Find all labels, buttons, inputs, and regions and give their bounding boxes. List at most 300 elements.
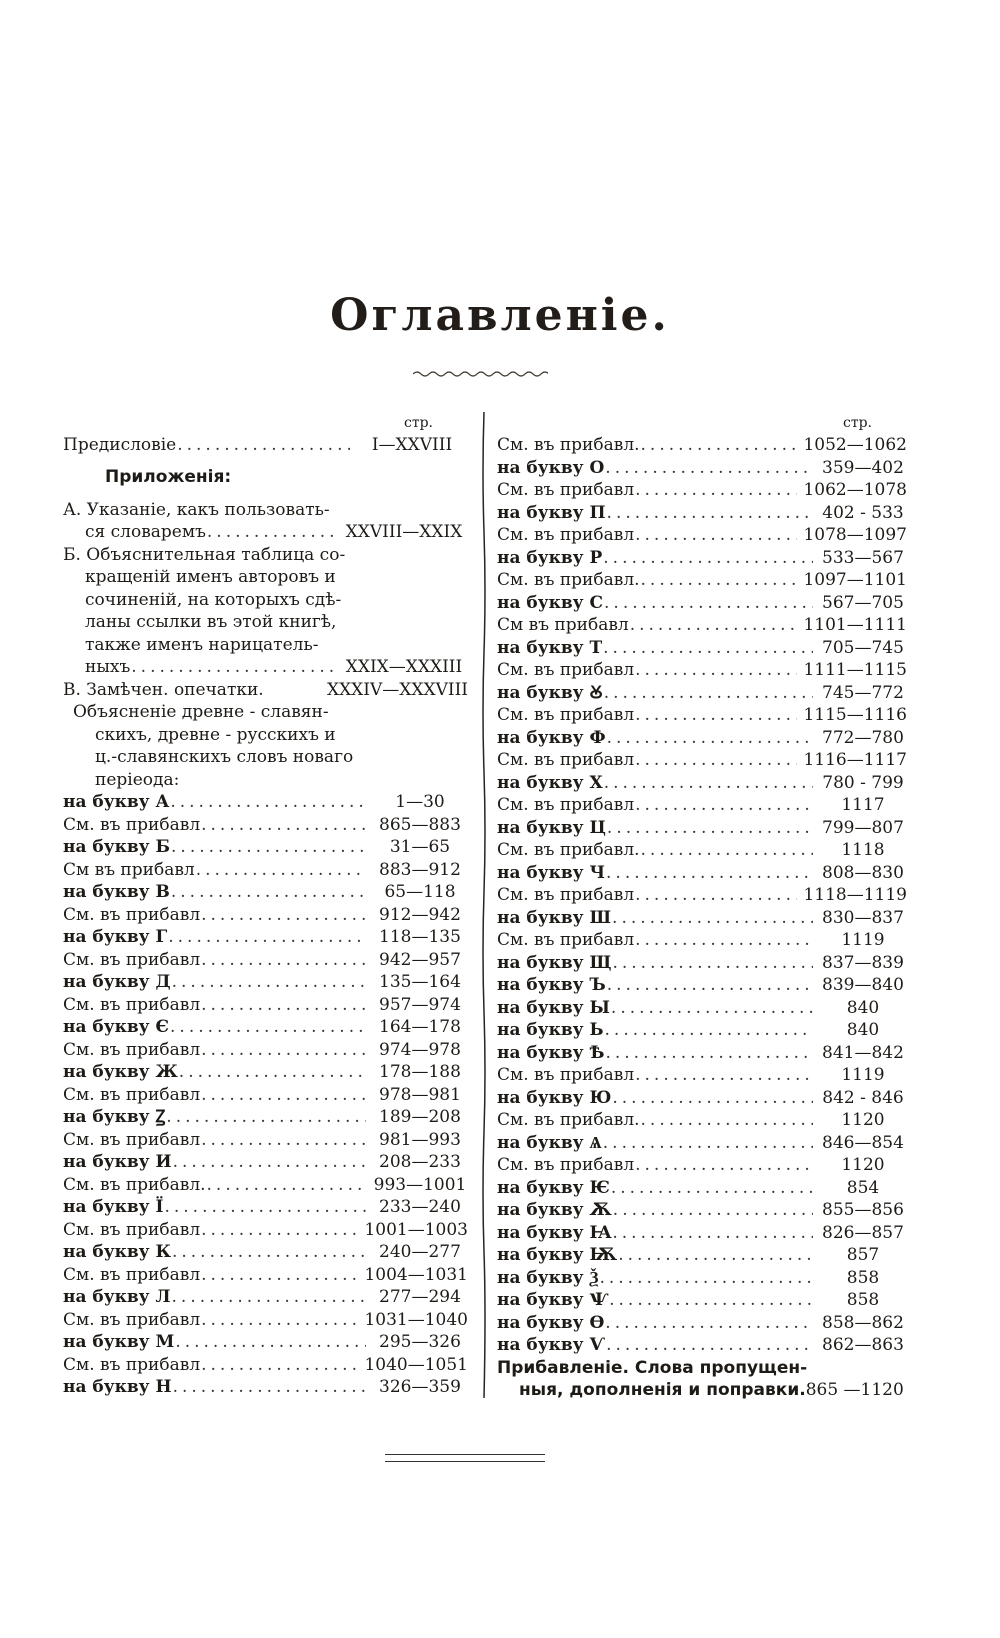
toc-entry[interactable] [63, 1309, 468, 1332]
toc-entry-supplement[interactable] [497, 1357, 907, 1402]
entry-label: на букву Ѳ [497, 1312, 605, 1333]
entry-label: См. въ прибавл [63, 1264, 201, 1285]
leader-dots [171, 881, 366, 904]
entry-pages: 865—883 [379, 814, 461, 835]
entry-pages: 855—856 [822, 1200, 904, 1220]
entry-label: на букву Ѭ [497, 1245, 618, 1265]
entry-pages: 533—567 [822, 547, 904, 568]
toc-entry[interactable] [497, 637, 907, 660]
leader-dots [635, 749, 797, 772]
entry-pages: 277—294 [379, 1287, 461, 1307]
entry-pages: 1119 [841, 1065, 885, 1085]
toc-entry[interactable] [63, 881, 468, 904]
entry-text-line: Прибавленіе. Слова пропущен- [497, 1357, 808, 1378]
leader-dots [607, 727, 813, 750]
toc-entry[interactable] [497, 1109, 907, 1132]
toc-entry[interactable] [63, 1354, 468, 1377]
entry-label: ныя, дополненія и поправки. [519, 1380, 806, 1400]
entry-label: См. въ прибавл [497, 525, 635, 545]
entry-pages: 240—277 [379, 1242, 461, 1262]
leader-dots [168, 926, 366, 949]
toc-entry[interactable] [63, 1196, 468, 1219]
entry-label: См. въ прибавл [497, 885, 635, 905]
entry-label: на букву Ѵ [497, 1335, 606, 1355]
left-entry-list [63, 791, 468, 1399]
page-column-header: стр. [843, 415, 872, 431]
leader-dots [170, 791, 366, 814]
toc-entry[interactable] [63, 994, 468, 1017]
leader-dots [609, 1289, 813, 1312]
toc-entry[interactable] [497, 1087, 907, 1110]
leader-dots [201, 904, 366, 927]
entry-text-line: Б. Объяснительная таблица со- [63, 544, 346, 565]
leader-dots [605, 1042, 813, 1065]
entry-label: См. въ прибавл. [497, 435, 640, 455]
entry-label: См въ прибавл [497, 615, 629, 635]
entry-pages: 1120 [841, 1110, 885, 1130]
leader-dots [635, 884, 797, 907]
leader-dots [173, 1151, 366, 1174]
toc-entry[interactable] [63, 1016, 468, 1039]
leader-dots [604, 682, 813, 705]
toc-entry[interactable] [497, 1222, 907, 1245]
entry-pages: 854 [846, 1177, 880, 1198]
entry-pages: 1120 [841, 1155, 885, 1175]
toc-entry[interactable] [497, 907, 907, 930]
leader-dots [201, 1309, 358, 1332]
entry-pages: 1117 [841, 795, 885, 815]
entry-label: на букву Ь [497, 1020, 604, 1040]
toc-entry[interactable] [497, 704, 907, 727]
leader-dots [131, 656, 334, 679]
leader-dots [173, 1376, 366, 1399]
entry-pages: 808—830 [822, 862, 904, 883]
entry-label: См. въ прибавл. [497, 570, 640, 590]
entry-label: на букву И [63, 1152, 172, 1172]
entry-pages: 837—839 [822, 952, 904, 973]
toc-entry[interactable] [63, 904, 468, 927]
entry-pages: 772—780 [822, 727, 904, 748]
leader-dots [201, 1084, 366, 1107]
entry-pages: 957—974 [379, 994, 461, 1015]
entry-pages: 326—359 [379, 1377, 461, 1397]
toc-entry[interactable] [497, 1177, 907, 1200]
toc-entry[interactable] [63, 949, 468, 972]
entry-label: на букву Ш [497, 907, 612, 928]
toc-entry[interactable] [497, 614, 907, 637]
entry-pages: 1111—1115 [803, 660, 907, 680]
toc-entry[interactable] [497, 1267, 907, 1290]
entry-label: ныхъ [85, 657, 131, 677]
toc-entry[interactable] [63, 1061, 468, 1084]
page-title: Оглавленіе. [330, 290, 670, 341]
leader-dots [611, 997, 813, 1020]
toc-entry-preface[interactable] [63, 434, 468, 457]
entry-label: на букву Ꙗ [497, 1222, 612, 1243]
leader-dots [613, 1199, 813, 1222]
entry-pages: 1040—1051 [364, 1354, 468, 1375]
entry-label: на букву Ѱ [497, 1290, 609, 1310]
leader-dots [201, 994, 366, 1017]
entry-pages: 840 [846, 997, 880, 1018]
leader-dots [207, 1174, 366, 1197]
toc-entry[interactable] [497, 1132, 907, 1155]
entry-label: на букву Ꙁ [63, 1107, 166, 1127]
toc-entry[interactable] [497, 929, 907, 952]
entry-label: См. въ прибавл [63, 1084, 201, 1105]
entry-pages: 942—957 [379, 949, 461, 970]
entry-pages: 858 [846, 1267, 880, 1288]
entry-label: на букву Г [63, 927, 168, 947]
entry-label: на букву Ї [63, 1197, 164, 1217]
toc-entry[interactable] [63, 1331, 468, 1354]
entry-label: на букву П [497, 502, 606, 523]
toc-entry[interactable] [497, 749, 907, 772]
entry-label: на букву С [497, 592, 604, 613]
leader-dots [605, 1019, 813, 1042]
leader-dots [201, 1219, 358, 1242]
explanation-block [63, 701, 468, 791]
toc-entry[interactable] [63, 1219, 468, 1242]
toc-entry[interactable] [497, 839, 907, 862]
toc-entry[interactable] [497, 794, 907, 817]
entry-pages: 1118—1119 [803, 885, 907, 905]
entry-label: См. въ прибавл [63, 1129, 201, 1150]
toc-entry[interactable] [497, 434, 907, 457]
leader-dots [201, 949, 366, 972]
toc-entry[interactable] [63, 836, 468, 859]
toc-entry[interactable] [63, 1286, 468, 1309]
entry-pages: 1119 [841, 930, 885, 950]
leader-dots [170, 1016, 366, 1039]
entry-label: См. въ прибавл [63, 1354, 201, 1375]
entry-pages: 912—942 [379, 904, 461, 925]
entry-label: на букву К [63, 1242, 171, 1262]
toc-entry[interactable] [497, 1334, 907, 1357]
entry-label: См. въ прибавл [497, 705, 635, 725]
toc-entry[interactable] [63, 1039, 468, 1062]
entry-label: на букву Ѯ [497, 1267, 599, 1288]
leader-dots [635, 929, 813, 952]
toc-entry[interactable] [497, 997, 907, 1020]
toc-entry-appendix-v[interactable] [63, 679, 468, 702]
entry-label: на букву Б [63, 837, 171, 857]
leader-dots [630, 614, 798, 637]
page-column-header: стр. [404, 415, 433, 431]
entry-pages: 233—240 [379, 1197, 461, 1217]
entry-pages: 65—118 [384, 882, 456, 902]
entry-pages: 1031—1040 [364, 1309, 468, 1330]
entry-label: на букву Х [497, 772, 603, 793]
entry-pages: 1097—1101 [803, 570, 907, 590]
entry-pages: 842 - 846 [822, 1087, 904, 1108]
leader-dots [641, 569, 798, 592]
leader-dots [618, 1244, 813, 1267]
toc-entry-appendix-a[interactable] [63, 499, 468, 544]
entry-pages: 981—993 [379, 1129, 461, 1150]
toc-entry-appendix-b[interactable] [63, 544, 468, 679]
entry-label: на букву А [63, 792, 170, 812]
entry-text-line: также именъ нарицатель- [85, 634, 319, 655]
entry-label: на букву Ц [497, 817, 606, 838]
entry-label: См. въ прибавл [497, 660, 635, 680]
entry-label: на букву Р [497, 547, 603, 568]
toc-entry[interactable] [63, 859, 468, 882]
entry-pages: 178—188 [379, 1062, 461, 1082]
entry-pages: 745—772 [822, 682, 904, 703]
leader-dots [607, 817, 813, 840]
entry-label: См. въ прибавл [497, 750, 635, 770]
toc-entry[interactable] [497, 884, 907, 907]
leader-dots [166, 1106, 366, 1129]
leader-dots [164, 1196, 366, 1219]
appendices-heading: Приложенія: [105, 466, 232, 487]
entry-pages: 780 - 799 [822, 772, 904, 793]
toc-entry[interactable] [497, 1042, 907, 1065]
entry-label: на букву Ѫ [497, 1200, 612, 1220]
leader-dots [641, 434, 798, 457]
leader-dots [179, 1061, 366, 1084]
toc-entry[interactable] [497, 592, 907, 615]
entry-pages: 1118 [841, 840, 885, 860]
entry-pages: 208—233 [379, 1152, 461, 1172]
entry-label: См. въ прибавл [63, 994, 201, 1015]
leader-dots [607, 974, 813, 997]
entry-pages: 846—854 [822, 1132, 904, 1153]
leader-dots [201, 1264, 358, 1287]
toc-entry[interactable] [497, 952, 907, 975]
toc-entry[interactable] [63, 1151, 468, 1174]
toc-entry[interactable] [497, 727, 907, 750]
toc-entry[interactable] [63, 926, 468, 949]
leader-dots [641, 1109, 813, 1132]
leader-dots [635, 659, 797, 682]
wavy-ornament [413, 370, 548, 378]
toc-entry[interactable] [497, 524, 907, 547]
toc-entry[interactable] [497, 1199, 907, 1222]
entry-label: на букву Ꙋ [497, 682, 603, 703]
entry-label: См. въ прибавл. [497, 1110, 640, 1130]
toc-left-column [63, 412, 468, 1399]
toc-entry[interactable] [497, 682, 907, 705]
toc-entry[interactable] [63, 1241, 468, 1264]
leader-dots [605, 1312, 813, 1335]
leader-dots [171, 836, 366, 859]
entry-pages: 1001—1003 [364, 1219, 468, 1240]
leader-dots [612, 1087, 813, 1110]
leader-dots [175, 1331, 366, 1354]
entry-label: на букву Ѣ [497, 1042, 605, 1063]
entry-pages: 830—837 [822, 907, 904, 928]
entry-label: на букву Ч [497, 862, 606, 883]
entry-label: на букву Ф [497, 727, 606, 748]
leader-dots [603, 637, 813, 660]
entry-pages: 993—1001 [373, 1174, 467, 1195]
leader-dots [201, 1039, 366, 1062]
toc-right-column [497, 412, 907, 1402]
entry-label: на букву Ъ [497, 975, 606, 995]
toc-entry[interactable] [497, 457, 907, 480]
toc-entry[interactable] [497, 772, 907, 795]
leader-dots [599, 1267, 813, 1290]
entry-pages: 118—135 [379, 927, 461, 947]
toc-entry[interactable] [497, 1312, 907, 1335]
entry-label: Предисловіе [63, 435, 177, 455]
toc-entry[interactable] [63, 1264, 468, 1287]
entry-pages: XXXIV—XXXVIII [326, 679, 468, 700]
toc-entry[interactable] [63, 1174, 468, 1197]
leader-dots [603, 547, 813, 570]
entry-text-line: скихъ, древне - русскихъ и [95, 724, 336, 745]
leader-dots [635, 1154, 813, 1177]
entry-pages: 978—981 [379, 1084, 461, 1105]
leader-dots [604, 772, 813, 795]
toc-entry[interactable] [497, 1244, 907, 1267]
toc-entry[interactable] [497, 569, 907, 592]
leader-dots [172, 1241, 366, 1264]
leader-dots [605, 457, 813, 480]
entry-label: на букву Ѧ [497, 1132, 602, 1153]
toc-entry[interactable] [497, 1289, 907, 1312]
leader-dots [172, 1286, 366, 1309]
toc-entry[interactable] [63, 971, 468, 994]
entry-label: на букву О [497, 457, 605, 478]
leader-dots [603, 1132, 813, 1155]
leader-dots [201, 1129, 366, 1152]
leader-dots [612, 952, 813, 975]
entry-pages: 164—178 [379, 1017, 461, 1037]
toc-entry[interactable] [497, 547, 907, 570]
toc-entry[interactable] [497, 659, 907, 682]
entry-label: См. въ прибавл [497, 795, 635, 815]
entry-label: на букву Ю [497, 1087, 612, 1108]
leader-dots [635, 704, 797, 727]
leader-dots [607, 502, 813, 525]
entry-pages: I—XXVIII [371, 435, 453, 455]
column-divider [482, 412, 486, 1398]
entry-pages: 862—863 [822, 1335, 904, 1355]
entry-text-line: Объясненіе древне - славян- [73, 702, 329, 722]
entry-pages: 31—65 [389, 837, 451, 857]
entry-label: ся словаремъ [85, 522, 206, 542]
entry-pages: XXVIII—XXIX [345, 522, 463, 542]
entry-pages: 1078—1097 [803, 525, 907, 545]
toc-entry[interactable] [63, 1084, 468, 1107]
entry-label: См. въ прибавл [63, 949, 201, 970]
entry-pages: 826—857 [822, 1222, 904, 1243]
entry-label: на букву Л [63, 1287, 171, 1307]
entry-pages: 359—402 [822, 457, 904, 478]
entry-pages: 1—30 [395, 792, 445, 812]
leader-dots [635, 1064, 813, 1087]
entry-label: на букву Д [63, 972, 171, 992]
entry-label: на букву Ѥ [497, 1177, 610, 1198]
toc-entry[interactable] [497, 862, 907, 885]
leader-dots [611, 1177, 813, 1200]
toc-entry[interactable] [63, 1376, 468, 1399]
entry-pages: 402 - 533 [822, 502, 904, 523]
leader-dots [612, 1222, 813, 1245]
entry-pages: XXIX—XXXIII [345, 657, 463, 677]
entry-text-line: А. Указаніе, какъ пользовать- [63, 499, 330, 520]
leader-dots [635, 524, 797, 547]
entry-label: на букву Щ [497, 952, 612, 973]
toc-entry[interactable] [497, 1154, 907, 1177]
leader-dots [612, 907, 813, 930]
leader-dots [641, 839, 813, 862]
entry-pages: 1004—1031 [364, 1264, 468, 1285]
entry-pages: 841—842 [822, 1042, 904, 1063]
entry-pages: 857 [846, 1245, 880, 1265]
toc-entry[interactable] [63, 1106, 468, 1129]
entry-text-line: ц.-славянскихъ словъ новаго [95, 747, 354, 767]
entry-label: См. въ прибавл [63, 904, 201, 925]
leader-dots [201, 814, 366, 837]
entry-label: на букву Ж [63, 1062, 178, 1082]
leader-dots [606, 862, 813, 885]
toc-entry[interactable] [63, 791, 468, 814]
toc-entry[interactable] [497, 974, 907, 997]
entry-pages: 567—705 [822, 592, 904, 613]
entry-pages: 1062—1078 [803, 480, 907, 500]
entry-pages: 799—807 [822, 817, 904, 838]
entry-pages: 974—978 [379, 1039, 461, 1060]
entry-label: на букву Ы [497, 997, 610, 1018]
leader-dots [207, 521, 334, 544]
entry-label: В. Замѣчен. опечатки. [63, 679, 264, 700]
leader-dots [201, 1354, 358, 1377]
toc-entry[interactable] [497, 817, 907, 840]
entry-label: на букву Є [63, 1017, 170, 1037]
entry-pages: 1101—1111 [803, 615, 907, 635]
entry-pages: 839—840 [822, 975, 904, 995]
toc-entry[interactable] [497, 1064, 907, 1087]
entry-pages: 1115—1116 [803, 705, 907, 725]
toc-entry[interactable] [497, 1019, 907, 1042]
entry-pages: 865 —1120 [805, 1380, 904, 1400]
leader-dots [196, 859, 366, 882]
entry-label: См. въ прибавл [497, 1065, 635, 1085]
toc-entry[interactable] [497, 479, 907, 502]
entry-pages: 1116—1117 [803, 750, 907, 770]
entry-label: См. въ прибавл. [63, 1174, 206, 1195]
leader-dots [635, 794, 813, 817]
entry-label: на букву Т [497, 637, 603, 658]
entry-pages: 135—164 [379, 972, 461, 992]
entry-pages: 1052—1062 [803, 435, 907, 455]
entry-text-line: ланы ссылки въ этой книгѣ, [85, 612, 337, 632]
entry-label: См. въ прибавл [497, 930, 635, 950]
entry-label: на букву М [63, 1332, 175, 1352]
toc-entry[interactable] [63, 814, 468, 837]
closing-double-rule [385, 1454, 545, 1462]
entry-label: См. въ прибавл. [497, 840, 640, 860]
toc-entry[interactable] [497, 502, 907, 525]
entry-label: См въ прибавл [63, 859, 195, 880]
toc-entry[interactable] [63, 1129, 468, 1152]
entry-label: на букву Н [63, 1377, 172, 1397]
entry-label: См. въ прибавл [63, 1039, 201, 1060]
entry-pages: 883—912 [379, 859, 461, 880]
entry-label: См. въ прибавл [497, 480, 635, 500]
entry-label: на букву В [63, 882, 170, 902]
entry-label: См. въ прибавл [63, 814, 201, 835]
entry-text-line: кращеній именъ авторовъ и [85, 567, 336, 587]
entry-pages: 705—745 [822, 637, 904, 658]
entry-label: См. въ прибавл [63, 1309, 201, 1330]
leader-dots [606, 1334, 813, 1357]
leader-dots [635, 479, 797, 502]
